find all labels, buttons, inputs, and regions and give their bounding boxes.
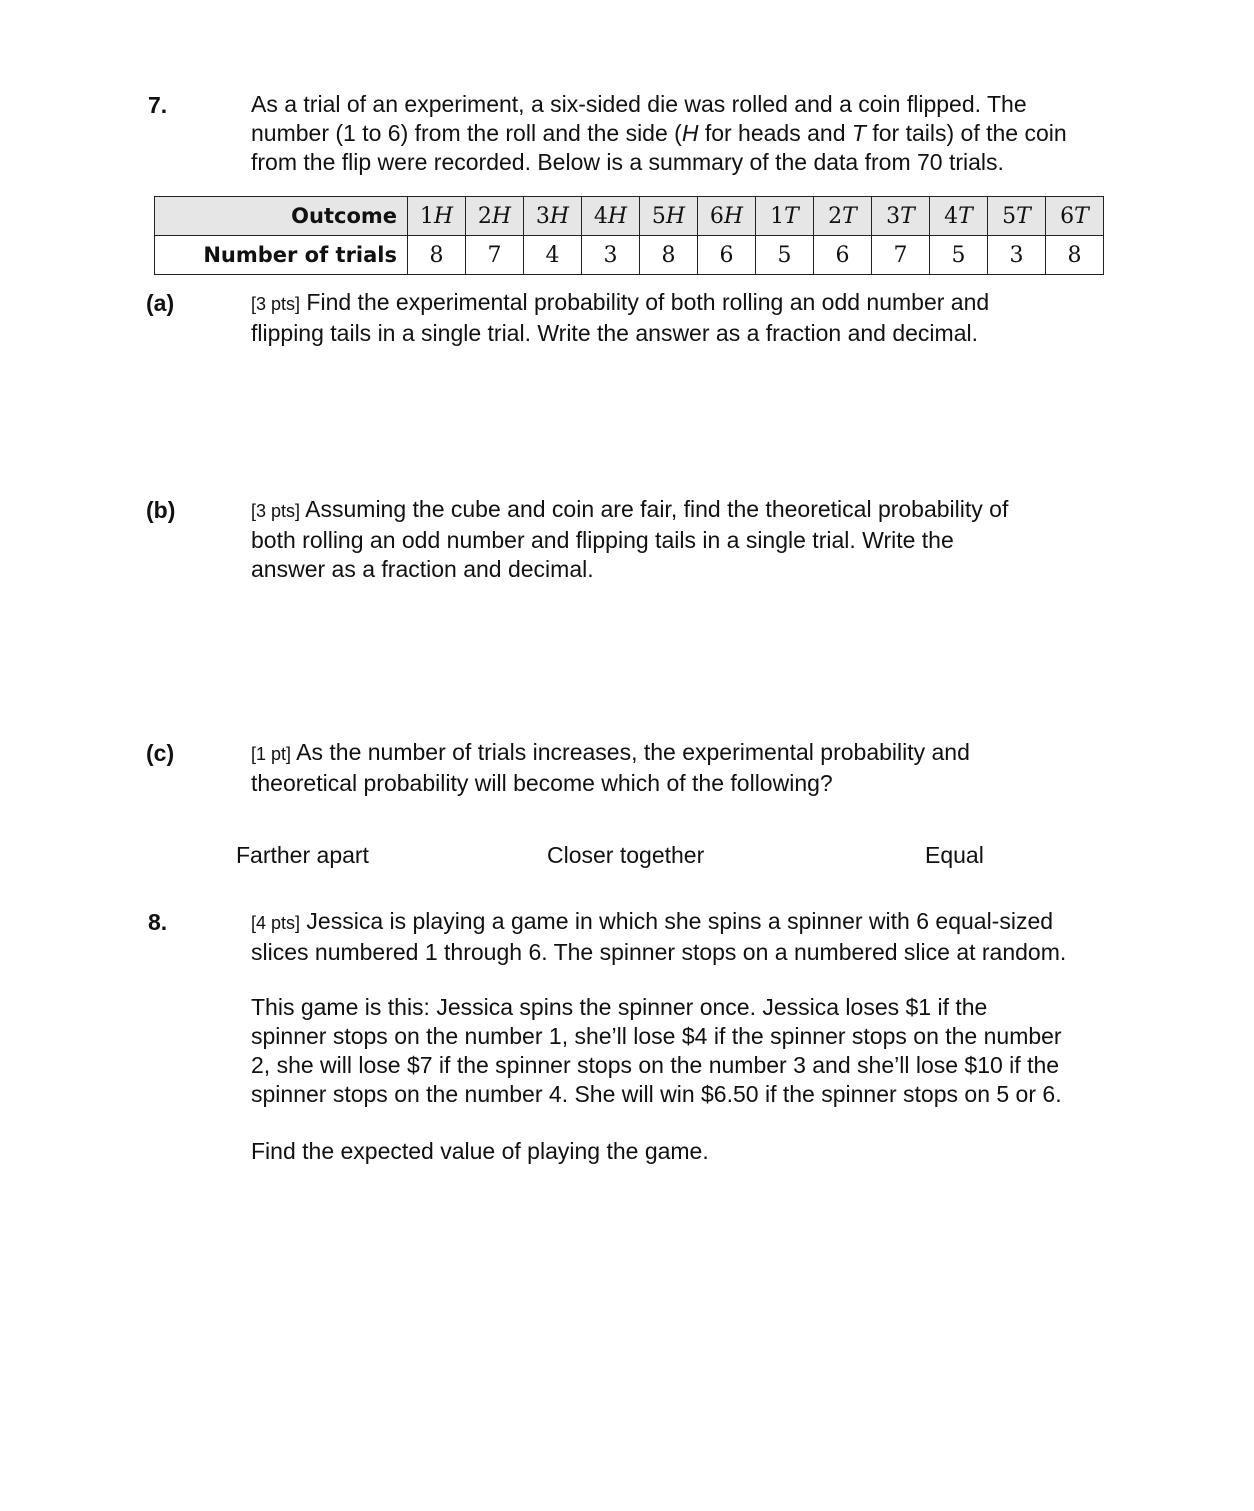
q7-line-1: As a trial of an experiment, a six-sided die was rolled and a coin flipped. The [251,91,1027,117]
count-cell: 3 [582,236,640,275]
part-c-text [251,738,1151,798]
q7-tails-symbol: T [851,120,866,146]
question-7-number: 7. [148,92,168,118]
count-row [155,236,1104,275]
part-a-label: (a) [146,290,175,316]
question-8-rules [251,993,1151,1109]
part-a-line-1: Find the experimental probability of both rolling an odd number and [300,289,990,315]
outcome-cell: 1H [408,197,466,236]
part-c-line-2: theoretical probability will become which of the following? [251,770,833,796]
outcome-cell: 1T [756,197,814,236]
q8-p2-line-3: 2, she will lose $7 if the spinner stops on the number 3 and she’ll lose $10 if the [251,1052,1060,1078]
part-c-points: [1 pt] [251,744,292,764]
q7-heads-symbol: H [681,120,699,146]
q8-p1-line-2: slices numbered 1 through 6. The spinner stops on a numbered slice at random. [251,939,1067,965]
choice-closer-together: Closer together [547,842,705,868]
part-c-label: (c) [146,740,175,766]
outcome-cell: 6T [1046,197,1104,236]
trial-summary-table [154,196,1104,275]
count-cell: 7 [466,236,524,275]
part-c-line-1: As the number of trials increases, the experimental probability and [291,739,970,765]
part-b-text [251,495,1151,584]
q8-p2-line-4: spinner stops on the number 4. She will win $6.50 if the spinner stops on 5 or 6. [251,1081,1062,1107]
question-7-text [251,90,1151,177]
part-a-line-2: flipping tails in a single trial. Write the answer as a fraction and decimal. [251,320,978,346]
outcome-cell: 6H [698,197,756,236]
count-header: Number of trials [155,236,408,275]
q8-p1-line-1: Jessica is playing a game in which she spins a spinner with 6 equal-sized [300,908,1054,934]
question-8-task: Find the expected value of playing the game. [251,1138,709,1164]
outcome-row [155,197,1104,236]
q8-p2-line-2: spinner stops on the number 1, she’ll lose $4 if the spinner stops on the number [251,1023,1062,1049]
question-8-intro [251,907,1151,967]
count-cell: 4 [524,236,582,275]
count-cell: 5 [930,236,988,275]
outcome-cell: 3H [524,197,582,236]
count-cell: 7 [872,236,930,275]
outcome-cell: 5T [988,197,1046,236]
choice-farther-apart: Farther apart [236,842,369,868]
choice-equal: Equal [925,842,984,868]
q7-line-3: from the flip were recorded. Below is a summary of the data from 70 trials. [251,149,1004,175]
q8-p2-line-1: This game is this: Jessica spins the spinner once. Jessica loses $1 if the [251,994,988,1020]
q7-line-2-a: number (1 to 6) from the roll and the side ( [251,120,682,146]
count-cell: 5 [756,236,814,275]
outcome-cell: 4T [930,197,988,236]
part-a-points: [3 pts] [251,294,301,314]
question-8-number: 8. [148,909,168,935]
part-b-line-2: both rolling an odd number and flipping tails in a single trial. Write the [251,527,954,553]
part-a-text [251,288,1151,348]
count-cell: 6 [698,236,756,275]
outcome-cell: 2H [466,197,524,236]
part-b-points: [3 pts] [251,501,301,521]
count-cell: 8 [408,236,466,275]
q7-line-2-c: for tails) of the coin [865,120,1067,146]
question-8-points: [4 pts] [251,913,301,933]
outcome-header: Outcome [155,197,408,236]
part-b-line-3: answer as a fraction and decimal. [251,556,594,582]
part-b-label: (b) [146,497,176,523]
part-b-line-1: Assuming the cube and coin are fair, find the theoretical probability of [300,496,1009,522]
outcome-cell: 5H [640,197,698,236]
count-cell: 6 [814,236,872,275]
count-cell: 8 [640,236,698,275]
outcome-cell: 3T [872,197,930,236]
count-cell: 8 [1046,236,1104,275]
outcome-cell: 2T [814,197,872,236]
count-cell: 3 [988,236,1046,275]
q7-line-2 [251,119,1151,148]
q7-line-2-b: for heads and [698,120,852,146]
outcome-cell: 4H [582,197,640,236]
